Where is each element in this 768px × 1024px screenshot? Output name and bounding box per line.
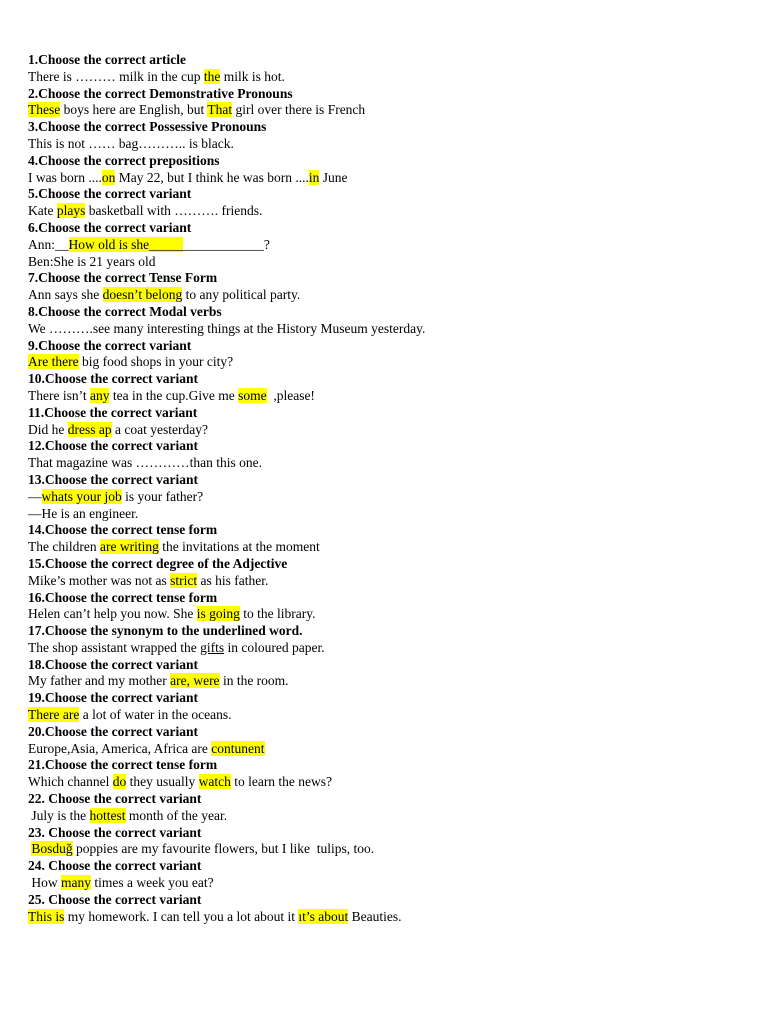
text-segment: 11.Choose the correct variant <box>28 404 198 420</box>
text-segment: Europe,Asia, America, Africa are <box>28 740 212 756</box>
answer-line <box>28 875 748 892</box>
text-segment: boys here are English, but <box>60 102 208 118</box>
question-heading <box>28 657 748 674</box>
question-heading <box>28 623 748 640</box>
question-heading <box>28 590 748 607</box>
question-heading <box>28 825 748 842</box>
text-segment: ____________? <box>182 236 270 252</box>
question-heading <box>28 52 748 69</box>
text-segment: — <box>28 488 42 504</box>
answer-line <box>28 203 748 220</box>
highlighted-answer: That <box>207 102 233 118</box>
question-heading <box>28 791 748 808</box>
answer-line <box>28 136 748 153</box>
text-segment: How <box>28 875 61 891</box>
text-segment: a lot of water in the oceans. <box>79 707 232 723</box>
highlighted-answer: are writing <box>99 539 159 555</box>
answer-line <box>28 455 748 472</box>
highlighted-answer: ıt’s about <box>298 908 349 924</box>
answer-line <box>28 388 748 405</box>
text-segment: tea in the cup.Give me <box>109 387 239 403</box>
text-segment: times a week you eat? <box>91 875 214 891</box>
answer-line <box>28 707 748 724</box>
text-segment: July is the <box>28 807 90 823</box>
answer-line <box>28 573 748 590</box>
highlighted-answer: is going <box>196 606 240 622</box>
highlighted-answer: whats your job <box>41 488 122 504</box>
highlighted-answer: strict <box>170 572 198 588</box>
answer-line <box>28 673 748 690</box>
highlighted-answer: plays <box>56 203 86 219</box>
answer-line <box>28 841 748 858</box>
answer-line <box>28 489 748 506</box>
highlighted-answer: on <box>101 169 116 185</box>
text-segment: 22. Choose the correct variant <box>28 791 202 807</box>
text-segment: 25. Choose the correct variant <box>28 891 202 907</box>
text-segment: 4.Choose the correct prepositions <box>28 152 220 168</box>
text-segment: 15.Choose the correct degree of the Adjective <box>28 555 288 571</box>
text-segment: The children <box>28 539 100 555</box>
question-heading <box>28 438 748 455</box>
worksheet-document <box>28 52 748 925</box>
text-segment: 8.Choose the correct Modal verbs <box>28 303 222 319</box>
text-segment: 7.Choose the correct Tense Form <box>28 270 218 286</box>
text-segment: poppies are my favourite flowers, but I like tulips, too. <box>72 841 375 857</box>
highlighted-answer: There are <box>28 707 80 723</box>
text-segment: My father and my mother <box>28 673 171 689</box>
text-segment: Helen can’t help you now. She <box>28 606 197 622</box>
highlighted-answer: How old is she_____ <box>68 236 183 252</box>
answer-line <box>28 170 748 187</box>
answer-line <box>28 354 748 371</box>
answer-line <box>28 506 748 523</box>
text-segment: as his father. <box>197 572 269 588</box>
text-segment: 2.Choose the correct Demonstrative Pronouns <box>28 85 293 101</box>
text-segment: big food shops in your city? <box>78 354 234 370</box>
text-segment: to any political party. <box>182 287 301 303</box>
text-segment: 23. Choose the correct variant <box>28 824 202 840</box>
text-segment: the invitations at the moment <box>158 539 320 555</box>
answer-line <box>28 741 748 758</box>
text-segment: a coat yesterday? <box>111 421 208 437</box>
question-heading <box>28 371 748 388</box>
highlighted-answer: watch <box>198 774 231 790</box>
answer-line <box>28 808 748 825</box>
question-heading <box>28 304 748 321</box>
text-segment: month of the year. <box>125 807 228 823</box>
answer-line <box>28 321 748 338</box>
text-segment: they usually <box>126 774 199 790</box>
text-segment: Ann:__ <box>28 236 69 252</box>
text-segment: 9.Choose the correct variant <box>28 337 192 353</box>
text-segment: 13.Choose the correct variant <box>28 471 198 487</box>
text-segment: 10.Choose the correct variant <box>28 371 198 387</box>
text-segment: Which channel <box>28 774 113 790</box>
answer-line <box>28 254 748 271</box>
highlighted-answer: These <box>28 102 61 118</box>
answer-line <box>28 640 748 657</box>
text-segment: Did he <box>28 421 68 437</box>
text-segment: my homework. I can tell you a lot about it <box>64 908 299 924</box>
text-segment: 17.Choose the synonym to the underlined word. <box>28 623 303 639</box>
question-heading <box>28 472 748 489</box>
question-heading <box>28 405 748 422</box>
answer-line <box>28 909 748 926</box>
text-segment: We ……….see many interesting things at the History Museum yesterday. <box>28 320 426 336</box>
text-segment: The shop assistant wrapped the <box>28 639 201 655</box>
answer-line <box>28 539 748 556</box>
text-segment: 12.Choose the correct variant <box>28 438 198 454</box>
question-heading <box>28 270 748 287</box>
highlighted-answer: do <box>112 774 127 790</box>
highlighted-answer: dress ap <box>67 421 112 437</box>
highlighted-answer: the <box>203 68 221 84</box>
question-heading <box>28 338 748 355</box>
question-heading <box>28 858 748 875</box>
answer-line <box>28 606 748 623</box>
text-segment: 18.Choose the correct variant <box>28 656 198 672</box>
question-heading <box>28 690 748 707</box>
question-heading <box>28 186 748 203</box>
text-segment: This is not …… bag……….. is black. <box>28 135 234 151</box>
text-segment: 19.Choose the correct variant <box>28 690 198 706</box>
highlighted-answer: Are there <box>28 354 79 370</box>
text-segment: There isn’t <box>28 387 90 403</box>
question-heading <box>28 892 748 909</box>
text-segment: There is ……… milk in the cup <box>28 68 204 84</box>
answer-line <box>28 287 748 304</box>
highlighted-answer: many <box>61 875 91 891</box>
highlighted-answer: hottest <box>89 807 126 823</box>
text-segment: 24. Choose the correct variant <box>28 858 202 874</box>
text-segment: 21.Choose the correct tense form <box>28 757 218 773</box>
question-heading <box>28 86 748 103</box>
text-segment: basketball with ………. friends. <box>85 203 263 219</box>
answer-line <box>28 774 748 791</box>
answer-line <box>28 69 748 86</box>
highlighted-answer: are, were <box>170 673 220 689</box>
question-heading <box>28 153 748 170</box>
text-segment: Mike’s mother was not as <box>28 572 171 588</box>
text-segment: June <box>319 169 348 185</box>
text-segment: 1.Choose the correct article <box>28 52 186 67</box>
question-heading <box>28 724 748 741</box>
text-segment: Kate <box>28 203 57 219</box>
highlighted-answer: doesn’t belong <box>102 287 183 303</box>
text-segment: 6.Choose the correct variant <box>28 219 192 235</box>
text-segment: to the library. <box>239 606 316 622</box>
question-heading <box>28 556 748 573</box>
text-segment: 3.Choose the correct Possessive Pronouns <box>28 119 267 135</box>
highlighted-answer: any <box>89 387 110 403</box>
highlighted-answer: some <box>238 387 267 403</box>
question-heading <box>28 757 748 774</box>
text-segment: That magazine was …………than this one. <box>28 455 262 471</box>
text-segment: in the room. <box>219 673 289 689</box>
text-segment: is your father? <box>121 488 204 504</box>
highlighted-answer: Bosduğ <box>31 841 73 857</box>
text-segment: I was born .... <box>28 169 102 185</box>
text-segment: May 22, but I think he was born .... <box>115 169 309 185</box>
text-segment: 5.Choose the correct variant <box>28 186 192 202</box>
question-heading <box>28 220 748 237</box>
text-segment: ,please! <box>266 387 315 403</box>
highlighted-answer: contunent <box>211 740 265 756</box>
answer-line <box>28 422 748 439</box>
underlined-word: gifts <box>200 639 225 655</box>
text-segment: girl over there is French <box>232 102 366 118</box>
highlighted-answer: This is <box>28 908 65 924</box>
text-segment: to learn the news? <box>230 774 333 790</box>
highlighted-answer: in <box>308 169 320 185</box>
text-segment: in coloured paper. <box>224 639 325 655</box>
answer-line <box>28 237 748 254</box>
text-segment: 14.Choose the correct tense form <box>28 522 218 538</box>
answer-line <box>28 102 748 119</box>
text-segment: Beauties. <box>348 908 402 924</box>
text-segment: 16.Choose the correct tense form <box>28 589 218 605</box>
text-segment: —He is an engineer. <box>28 505 139 521</box>
text-segment: milk is hot. <box>220 68 285 84</box>
question-heading <box>28 522 748 539</box>
question-heading <box>28 119 748 136</box>
text-segment: 20.Choose the correct variant <box>28 723 198 739</box>
text-segment: Ben:She is 21 years old <box>28 253 156 269</box>
text-segment: Ann says she <box>28 287 103 303</box>
